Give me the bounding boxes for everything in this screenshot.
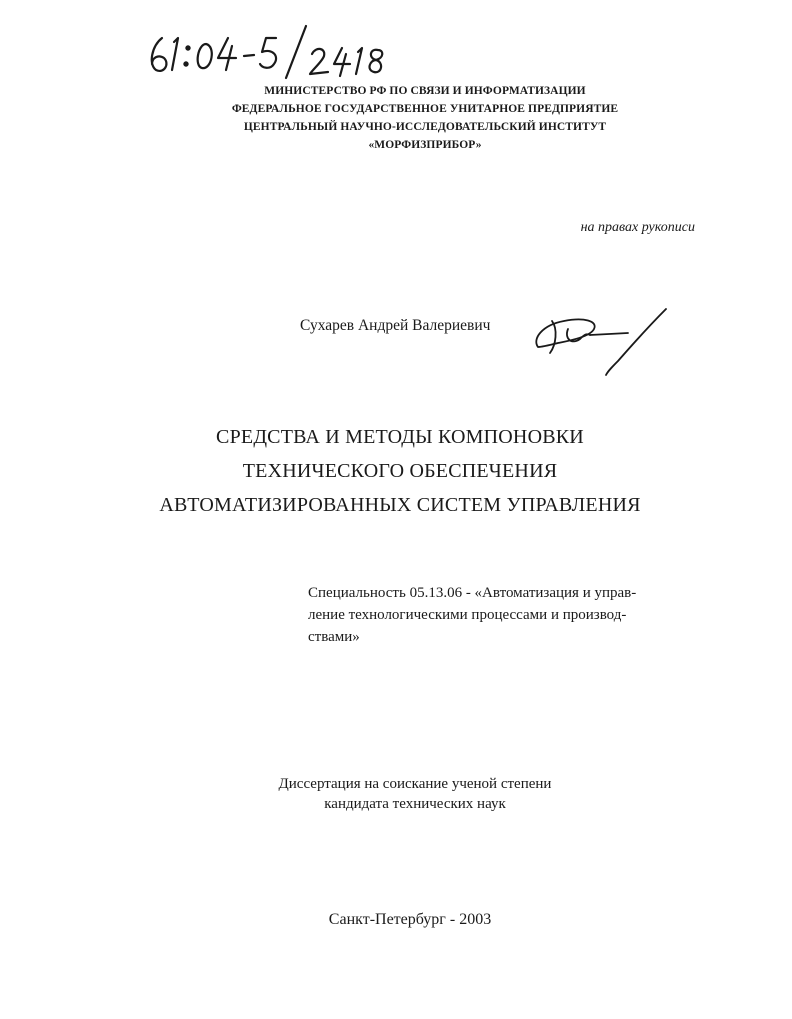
organization-line: «МОРФИЗПРИБОР» [368,139,482,151]
degree-line: Диссертация на соискание ученой степени [278,776,552,792]
handwritten-archive-number [144,20,394,80]
specialty-line: ствами» [308,629,360,645]
signature-drawing [528,299,678,379]
thesis-title-line: АВТОМАТИЗИРОВАННЫХ СИСТЕМ УПРАВЛЕНИЯ [159,494,641,516]
specialty-line: Специальность 05.13.06 - «Автоматизация и управ- [308,585,637,601]
thesis-title-line: СРЕДСТВА И МЕТОДЫ КОМПОНОВКИ [216,426,584,448]
manuscript-rights-note: на правах рукописи [580,220,695,235]
specialty-line: ление технологическими процессами и производ- [308,607,627,623]
organization-line: ФЕДЕРАЛЬНОЕ ГОСУДАРСТВЕННОЕ УНИТАРНОЕ ПРЕДПРИЯТИЕ [231,103,619,115]
degree-line: кандидата технических наук [324,796,506,812]
organization-header [150,82,700,154]
degree-statement [230,774,600,814]
thesis-title [120,420,680,522]
thesis-title-line: ТЕХНИЧЕСКОГО ОБЕСПЕЧЕНИЯ [242,460,558,482]
author-signature [528,299,678,379]
city-and-year: Санкт-Петербург - 2003 [328,911,492,928]
handwritten-archive-number-drawing [144,20,394,80]
author-name: Сухарев Андрей Валериевич [300,317,491,334]
organization-line: МИНИСТЕРСТВО РФ ПО СВЯЗИ И ИНФОРМАТИЗАЦИИ [264,85,586,97]
specialty-statement [308,582,688,648]
author-block [300,314,700,394]
organization-line: ЦЕНТРАЛЬНЫЙ НАУЧНО-ИССЛЕДОВАТЕЛЬСКИЙ ИНСТИТУТ [243,121,607,133]
